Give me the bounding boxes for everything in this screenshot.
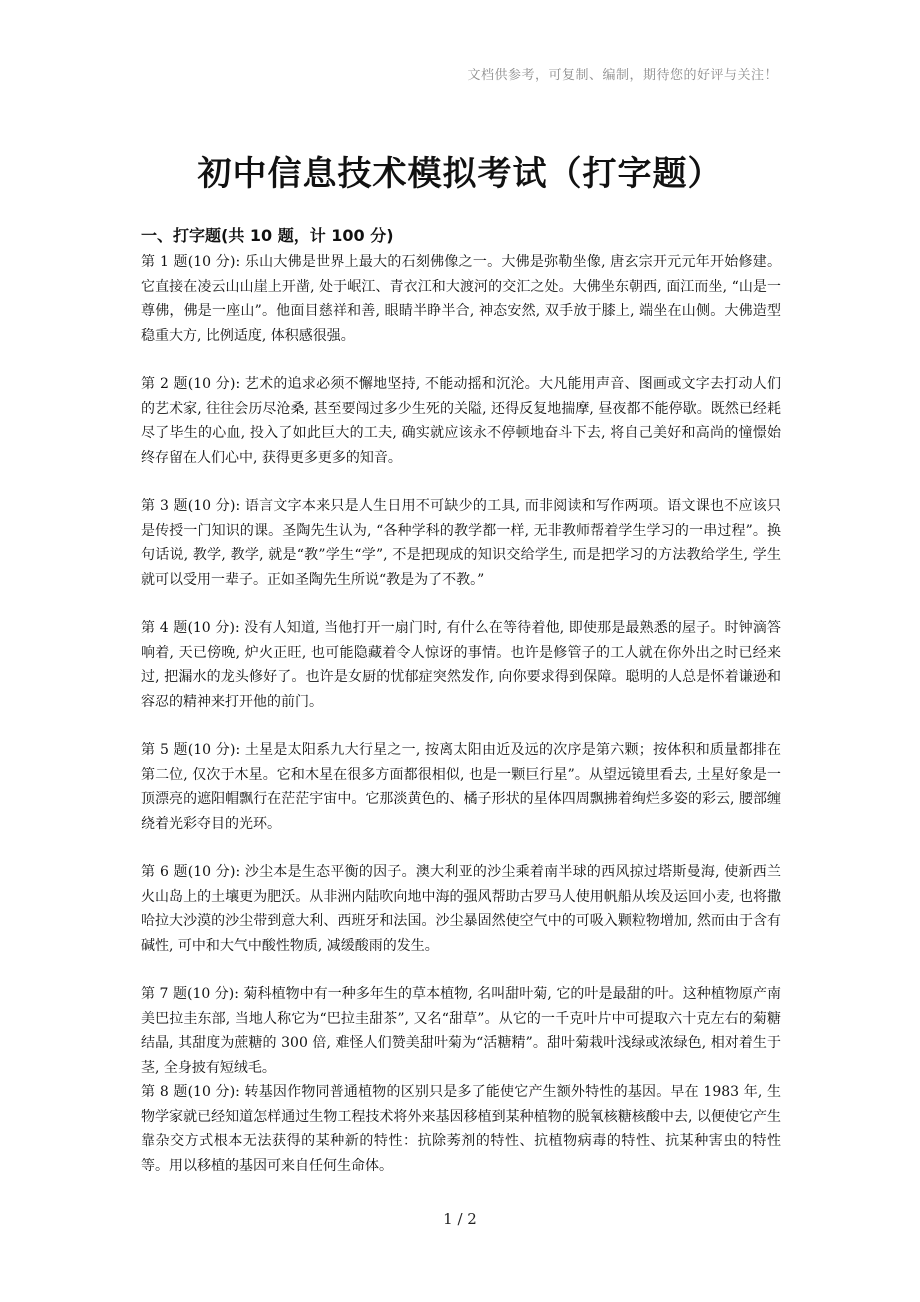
question-text: 菊科植物中有一种多年生的草本植物, 名叫甜叶菊, 它的叶是最甜的叶。这种植物原产南美巴拉圭东部, 当地人称它为“巴拉圭甜茶”, 又名“甜草”。从它的一千克叶片中可提取六十克左右的菊糖结晶, 其甜度为蔗糖的 300 倍, 难怪人们赞美甜叶菊为“活糖精”。甜叶菊栽叶浅绿或浓绿色, 相对着生于茎, 全身披有短绒毛。 bbox=[141, 986, 781, 1076]
document-body bbox=[141, 224, 781, 1178]
question-label: 第 2 题(10 分): bbox=[141, 376, 241, 392]
document-title: 初中信息技术模拟考试（打字题） bbox=[197, 154, 723, 194]
question-5 bbox=[141, 738, 781, 836]
question-3 bbox=[141, 494, 781, 592]
question-1 bbox=[141, 250, 781, 348]
question-label: 第 7 题(10 分): bbox=[141, 986, 239, 1002]
question-text: 乐山大佛是世界上最大的石刻佛像之一。大佛是弥勒坐像, 唐玄宗开元元年开始修建。它直接在凌云山山崖上开凿, 处于岷江、青衣江和大渡河的交汇之处。大佛坐东朝西, 面江而坐, “山是一尊佛，佛是一座山”。他面目慈祥和善, 眼睛半睁半合, 神态安然, 双手放于膝上, 端坐在山侧。大佛造型稳重大方, 比例适度, 体积感很强。 bbox=[141, 254, 781, 344]
question-text: 语言文字本来只是人生日用不可缺少的工具, 而非阅读和写作两项。语文课也不应该只是传授一门知识的课。圣陶先生认为, “各种学科的教学都一样, 无非教师帮着学生学习的一串过程”。换句话说, 教学, 教学, 就是“教”学生“学”, 不是把现成的知识交给学生, 而是把学习的方法教给学生, 学生就可以受用一辈子。正如圣陶先生所说“教是为了不教。” bbox=[141, 498, 781, 588]
question-text: 没有人知道, 当他打开一扇门时, 有什么在等待着他, 即使那是最熟悉的屋子。时钟滴答响着, 天已傍晚, 炉火正旺, 也可能隐藏着令人惊讶的事情。也许是修管子的工人就在你外出之时已经来过, 把漏水的龙头修好了。也许是女厨的忧郁症突然发作, 向你要求得到保障。聪明的人总是怀着谦逊和容忍的精神来打开他的前门。 bbox=[141, 620, 781, 710]
question-text: 艺术的追求必须不懈地坚持, 不能动摇和沉沦。大凡能用声音、图画或文字去打动人们的艺术家, 往往会历尽沧桑, 甚至要闯过多少生死的关隘, 还得反复地揣摩, 昼夜都不能停歇。既然已经耗尽了毕生的心血, 投入了如此巨大的工夫, 确实就应该永不停顿地奋斗下去, 将自己美好和高尚的憧憬始终存留在人们心中, 获得更多更多的知音。 bbox=[141, 376, 781, 466]
question-label: 第 5 题(10 分): bbox=[141, 742, 241, 758]
question-label: 第 4 题(10 分): bbox=[141, 620, 240, 636]
question-text: 沙尘本是生态平衡的因子。澳大利亚的沙尘乘着南半球的西风掠过塔斯曼海, 使新西兰火山岛上的土壤更为肥沃。从非洲内陆吹向地中海的强风帮助古罗马人使用帆船从埃及运回小麦, 也将撒哈拉大沙漠的沙尘带到意大利、西班牙和法国。沙尘暴固然使空气中的可吸入颗粒物增加, 然而由于含有碱性, 可中和大气中酸性物质, 减缓酸雨的发生。 bbox=[141, 864, 781, 954]
question-6 bbox=[141, 860, 781, 958]
question-7 bbox=[141, 982, 781, 1080]
question-8 bbox=[141, 1080, 781, 1178]
question-label: 第 8 题(10 分): bbox=[141, 1084, 240, 1100]
header-note: 文档供参考，可复制、编制，期待您的好评与关注！ bbox=[467, 68, 778, 83]
question-text: 土星是太阳系九大行星之一, 按离太阳由近及远的次序是第六颗；按体积和质量都排在第二位, 仅次于木星。它和木星在很多方面都很相似, 也是一颗巨行星”。从望远镜里看去, 土星好象是一顶漂亮的遮阳帽飘行在茫茫宇宙中。它那淡黄色的、橘子形状的星体四周飘拂着绚烂多姿的彩云, 腰部缠绕着光彩夺目的光环。 bbox=[141, 742, 781, 832]
page-number: 1 / 2 bbox=[443, 1210, 477, 1228]
question-label: 第 1 题(10 分): bbox=[141, 254, 241, 270]
question-label: 第 6 题(10 分): bbox=[141, 864, 241, 880]
section-heading: 一、打字题(共 10 题，计 100 分) bbox=[141, 226, 394, 245]
question-2 bbox=[141, 372, 781, 470]
question-text: 转基因作物同普通植物的区别只是多了能使它产生额外特性的基因。早在 1983 年, 生物学家就已经知道怎样通过生物工程技术将外来基因移植到某种植物的脱氧核糖核酸中去, 以便使它产生靠杂交方式根本无法获得的某种新的特性：抗除莠剂的特性、抗植物病毒的特性、抗某种害虫的特性等。用以移植的基因可来自任何生命体。 bbox=[141, 1084, 781, 1174]
question-4 bbox=[141, 616, 781, 714]
question-label: 第 3 题(10 分): bbox=[141, 498, 241, 514]
